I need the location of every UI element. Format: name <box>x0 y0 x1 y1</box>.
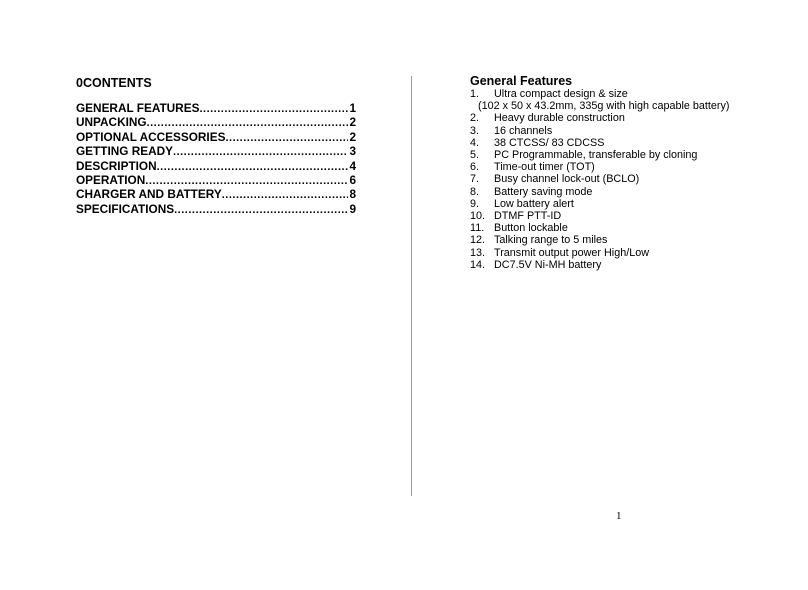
feature-number: 10. <box>470 210 486 223</box>
toc-entry-operation[interactable] <box>76 173 356 187</box>
feature-number: 1. <box>470 88 480 100</box>
feature-item <box>470 247 790 259</box>
feature-item-continuation <box>470 100 790 112</box>
toc-entry-page: 9 <box>349 201 356 216</box>
feature-item <box>470 112 790 124</box>
toc-entry-page: 2 <box>349 115 356 130</box>
toc-entry-specifications[interactable] <box>76 202 356 216</box>
feature-item <box>470 186 790 198</box>
feature-number: 14. <box>470 258 486 271</box>
toc-leader-dots <box>222 189 349 201</box>
toc-entry-label: OPTIONAL ACCESSORIES <box>76 129 226 144</box>
feature-item <box>470 259 790 271</box>
feature-text: Busy channel lock-out (BCLO) <box>494 173 640 186</box>
feature-item <box>470 137 790 149</box>
features-list <box>470 88 790 271</box>
toc-leader-dots <box>174 204 348 216</box>
feature-text: Transmit output power High/Low <box>494 246 650 259</box>
toc-entry-label: GETTING READY <box>76 144 174 159</box>
feature-number: 12. <box>470 234 486 247</box>
toc-leader-dots <box>199 103 348 115</box>
feature-text: Button lockable <box>494 222 568 235</box>
contents-title: 0CONTENTS <box>76 76 152 90</box>
toc-entry-page: 3 <box>349 144 356 159</box>
toc-entry-charger-and-battery[interactable] <box>76 187 356 201</box>
feature-text: Heavy durable construction <box>494 112 625 125</box>
feature-number: 2. <box>470 112 480 125</box>
toc-entry-label: SPECIFICATIONS <box>76 201 175 216</box>
feature-item <box>470 210 790 222</box>
feature-number: 6. <box>470 161 480 174</box>
feature-text: Low battery alert <box>494 197 574 210</box>
feature-text: DTMF PTT-ID <box>494 210 562 223</box>
feature-text: Talking range to 5 miles <box>494 234 608 247</box>
feature-number: 3. <box>470 124 480 137</box>
feature-number: 4. <box>470 136 480 149</box>
feature-text: PC Programmable, transferable by cloning <box>494 149 698 162</box>
feature-number: 7. <box>470 173 480 186</box>
toc-entry-page: 1 <box>349 101 356 115</box>
general-features-title: General Features <box>470 74 573 88</box>
feature-text: 38 CTCSS/ 83 CDCSS <box>494 136 605 149</box>
feature-number: 11. <box>470 222 485 235</box>
feature-text: 16 channels <box>494 124 553 137</box>
toc-entry-unpacking[interactable] <box>76 115 356 129</box>
toc-leader-dots <box>145 175 348 187</box>
feature-item <box>470 88 790 100</box>
toc-leader-dots <box>225 132 348 144</box>
feature-item <box>470 198 790 210</box>
toc-entry-label: UNPACKING <box>76 115 147 130</box>
toc-entry-getting-ready[interactable] <box>76 144 356 158</box>
toc-leader-dots <box>173 146 348 158</box>
feature-item <box>470 173 790 185</box>
feature-text: (102 x 50 x 43.2mm, 335g with high capable battery) <box>478 100 730 113</box>
toc-entry-label: DESCRIPTION <box>76 158 157 173</box>
table-of-contents <box>76 101 356 216</box>
feature-item <box>470 149 790 161</box>
toc-entry-label: GENERAL FEATURES <box>76 101 200 115</box>
feature-number: 5. <box>470 149 480 162</box>
feature-number: 8. <box>470 185 480 198</box>
toc-entry-description[interactable] <box>76 159 356 173</box>
toc-entry-optional-accessories[interactable] <box>76 130 356 144</box>
toc-entry-page: 6 <box>349 172 356 187</box>
feature-item <box>470 161 790 173</box>
feature-item <box>470 125 790 137</box>
page-number: 1 <box>616 510 622 522</box>
feature-text: DC7.5V Ni-MH battery <box>494 258 602 271</box>
toc-entry-label: CHARGER AND BATTERY <box>76 187 222 202</box>
feature-text: Time-out timer (TOT) <box>494 161 595 174</box>
toc-entry-page: 4 <box>349 158 356 173</box>
toc-entry-page: 2 <box>349 129 356 144</box>
feature-text: Ultra compact design & size <box>494 88 628 100</box>
toc-entry-page: 8 <box>349 187 356 202</box>
feature-item <box>470 222 790 234</box>
toc-entry-general-features[interactable] <box>76 101 356 115</box>
feature-text: Battery saving mode <box>494 185 593 198</box>
toc-leader-dots <box>157 161 349 173</box>
feature-number: 9. <box>470 197 480 210</box>
feature-item <box>470 234 790 246</box>
feature-number: 13. <box>470 246 486 259</box>
toc-entry-label: OPERATION <box>76 172 146 187</box>
toc-leader-dots <box>147 117 349 129</box>
center-divider <box>411 76 412 496</box>
